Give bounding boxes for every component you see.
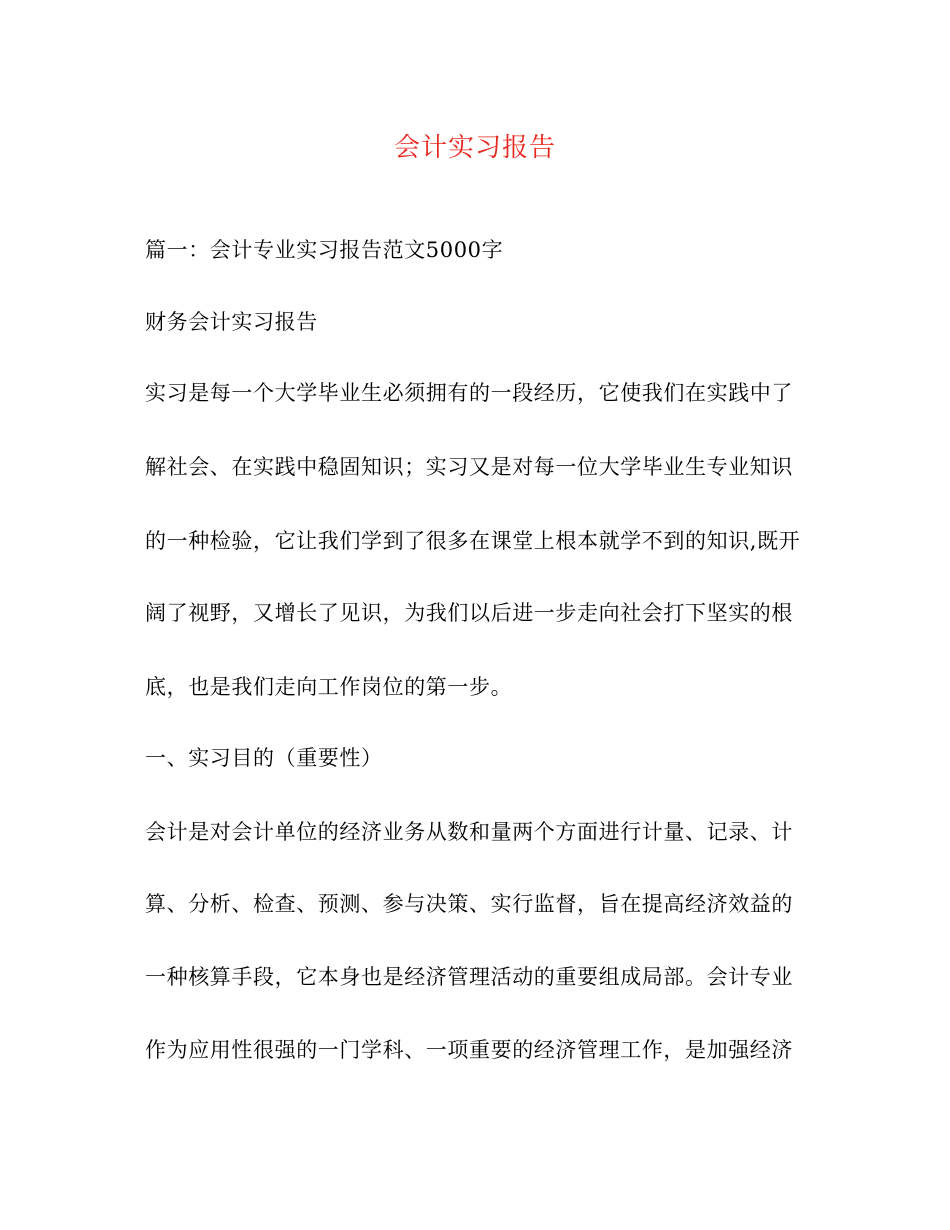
section-heading-part-one: 篇一：会计专业实习报告范文5000字 [145,238,504,262]
report-subtitle: 财务会计实习报告 [145,310,318,334]
body-line: 会计是对会计单位的经济业务从数和量两个方面进行计量、记录、计 [145,820,793,844]
body-line: 实习是每一个大学毕业生必须拥有的一段经历，它使我们在实践中了 [145,381,793,405]
document-title: 会计实习报告 [393,133,556,163]
body-line: 底，也是我们走向工作岗位的第一步。 [145,675,513,699]
section-heading-purpose: 一、实习目的（重要性） [145,746,383,770]
body-line: 解社会、在实践中稳固知识；实习又是对每一位大学毕业生专业知识 [145,455,793,479]
body-line: 阔了视野，又增长了见识，为我们以后进一步走向社会打下坚实的根 [145,601,793,625]
body-line: 一种核算手段，它本身也是经济管理活动的重要组成局部。会计专业 [145,965,793,989]
body-line: 作为应用性很强的一门学科、一项重要的经济管理工作，是加强经济 [145,1038,793,1062]
body-line: 的一种检验，它让我们学到了很多在课堂上根本就学不到的知识,既开 [145,529,801,553]
body-line: 算、分析、检查、预测、参与决策、实行监督，旨在提高经济效益的 [145,892,793,916]
